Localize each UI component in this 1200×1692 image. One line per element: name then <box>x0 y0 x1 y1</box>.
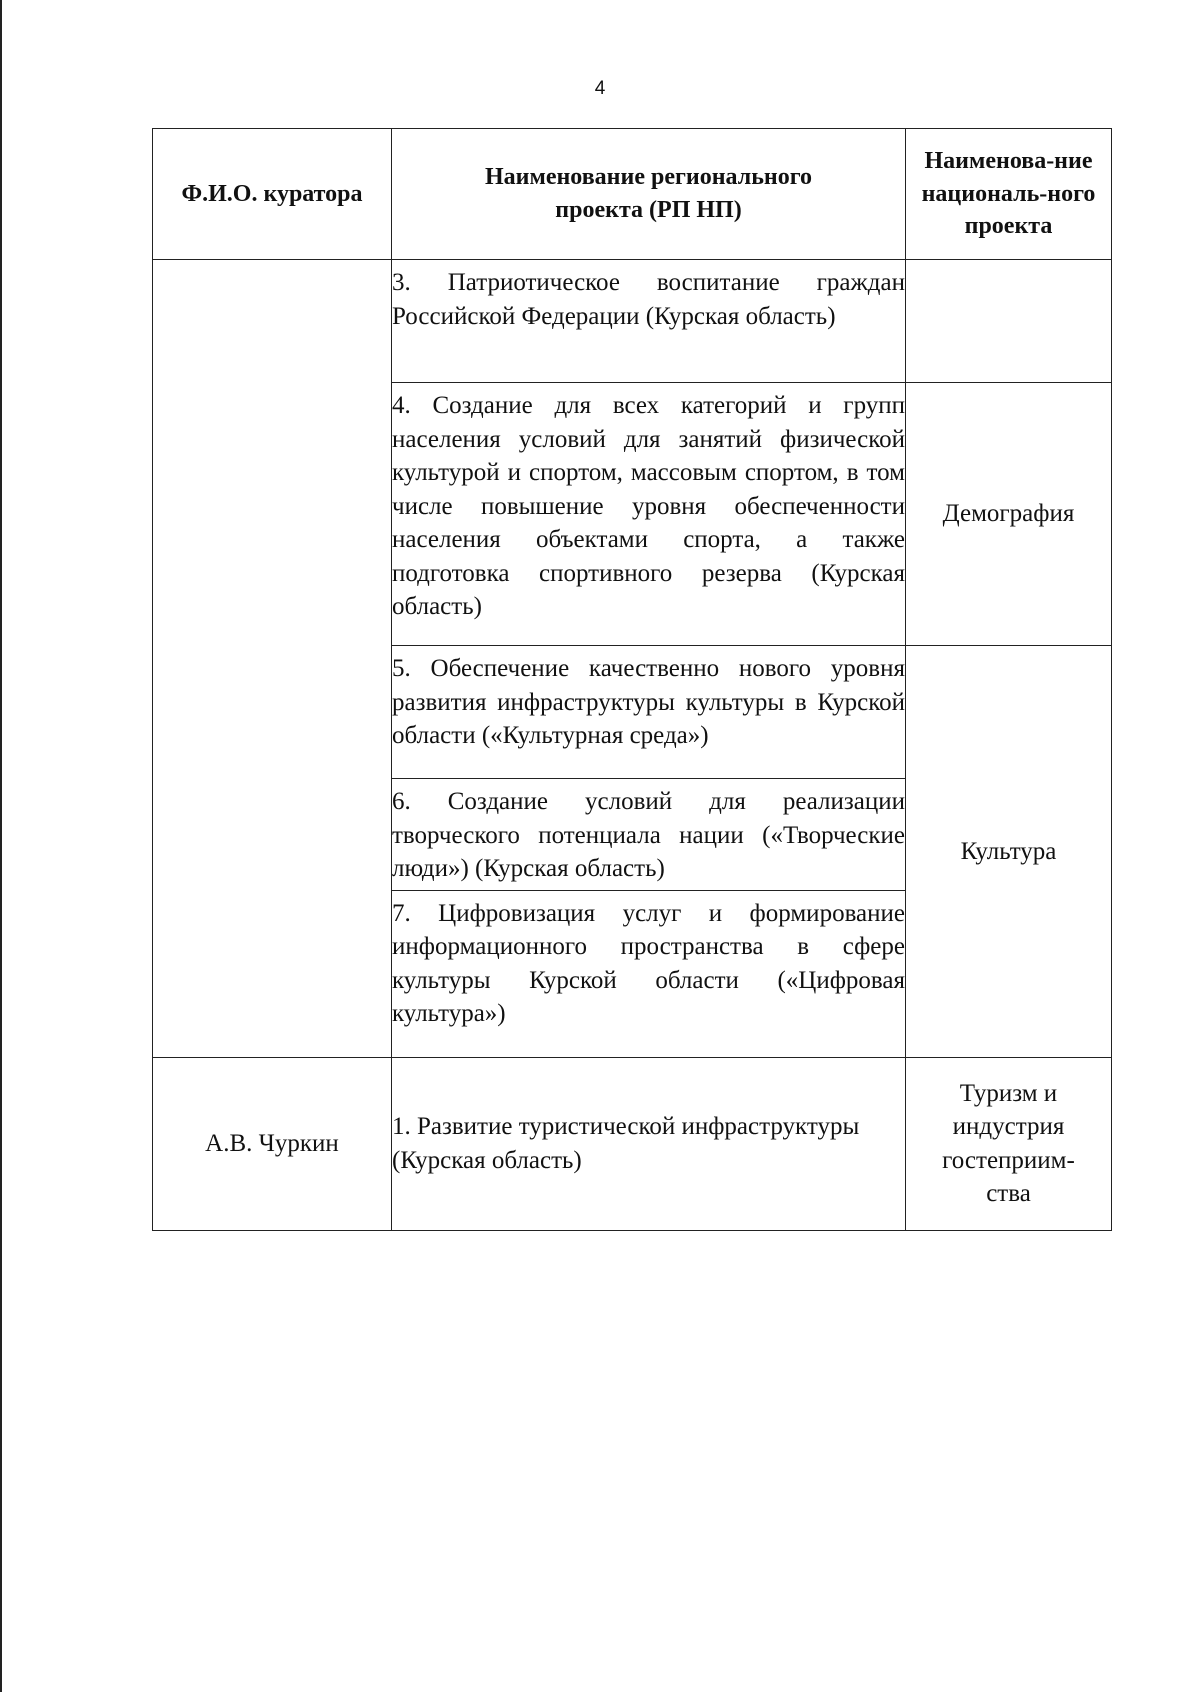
header-national-project <box>906 129 1112 260</box>
regional-project-7: 7. Цифровизация услуг и формирование информационного пространства в сфере культуры Курской области («Цифровая культура») <box>392 899 905 1027</box>
table-row <box>153 260 1112 383</box>
page-number: 4 <box>594 78 606 99</box>
page-left-edge-line <box>0 0 2 1692</box>
header-curator <box>153 129 392 260</box>
regional-project-5: 5. Обеспечение качественно нового уровня развития инфраструктуры культуры в Курской области («Культурная среда») <box>392 655 905 749</box>
regional-project-cell <box>392 1057 906 1230</box>
header-national-project-label: Наименова-ние националь-ного проекта <box>921 148 1096 240</box>
regional-project-tourism: 1. Развитие туристической инфраструктуры (Курская область) <box>392 1113 860 1174</box>
regional-project-cell <box>392 779 906 891</box>
header-regional-project <box>392 129 906 260</box>
national-project-culture: Культура <box>960 837 1057 865</box>
regional-project-cell <box>392 260 906 383</box>
curator-name: А.В. Чуркин <box>205 1129 339 1157</box>
table-row <box>153 1057 1112 1230</box>
regional-project-3: 3. Патриотическое воспитание граждан Российской Федерации (Курская область) <box>392 269 905 330</box>
header-regional-project-label: Наименование регионального проекта (РП НП) <box>484 164 813 223</box>
regional-project-4: 4. Создание для всех категорий и групп населения условий для занятий физической культурой и спортом, массовым спортом, в том числе повышение уровня обеспеченности населения объектами спорта, а также подготовка спортивного резерва (Курская область) <box>392 392 905 620</box>
national-project-cell <box>906 260 1112 383</box>
regional-project-cell <box>392 646 906 779</box>
curator-cell-empty <box>153 260 392 1058</box>
header-curator-label: Ф.И.О. куратора <box>181 180 363 207</box>
national-project-cell <box>906 1057 1112 1230</box>
regional-project-6: 6. Создание условий для реализации творческого потенциала нации («Творческие люди») (Курская область) <box>392 788 905 882</box>
table-header-row <box>153 129 1112 260</box>
national-project-cell <box>906 646 1112 1058</box>
regional-project-cell <box>392 890 906 1057</box>
national-project-demography: Демография <box>942 500 1075 528</box>
curators-table <box>152 128 1112 1231</box>
national-project-tourism: Туризм и индустрия гостеприим-ства <box>942 1079 1075 1207</box>
national-project-cell <box>906 383 1112 646</box>
curator-cell <box>153 1057 392 1230</box>
regional-project-cell <box>392 383 906 646</box>
